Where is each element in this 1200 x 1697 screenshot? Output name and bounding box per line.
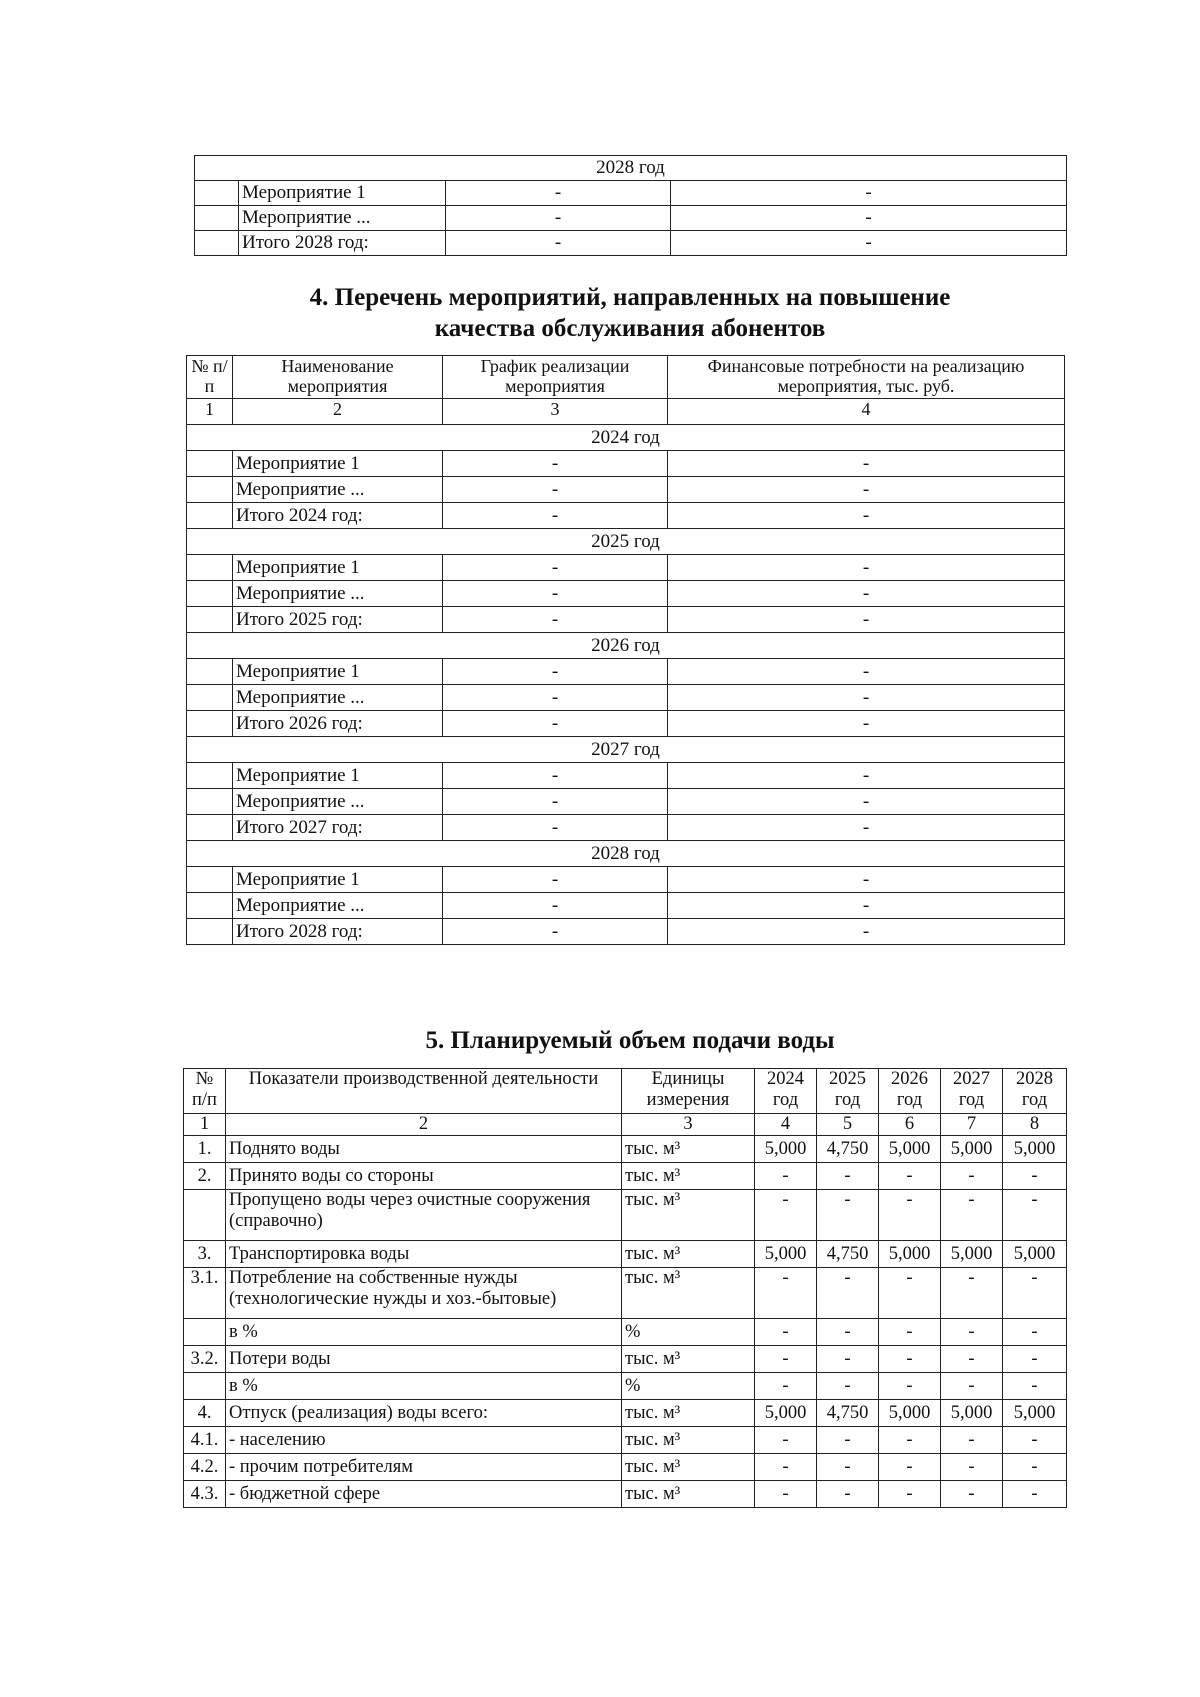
year-value: - (879, 1268, 941, 1319)
unit: тыс. м³ (622, 1427, 755, 1454)
year-value: 5,000 (879, 1241, 941, 1268)
year-value: 5,000 (941, 1400, 1003, 1427)
year-value: - (941, 1373, 1003, 1400)
unit: тыс. м³ (622, 1268, 755, 1319)
header-num: № п/п (184, 1069, 226, 1114)
table-row (184, 1400, 1067, 1427)
row-number: 4. (184, 1400, 226, 1427)
row-number: 4.1. (184, 1427, 226, 1454)
year-value: - (755, 1427, 817, 1454)
year-value: 5,000 (941, 1241, 1003, 1268)
header-name: Наименование мероприятия (233, 356, 443, 399)
indicator-name: Потери воды (226, 1346, 622, 1373)
header-year: 2027 год (941, 1069, 1003, 1114)
table-row: Итого 2028 год: - - (195, 231, 1067, 256)
year-row-label: 2024 год (187, 425, 1065, 451)
indicator-name: - прочим потребителям (226, 1454, 622, 1481)
row-number (184, 1190, 226, 1241)
unit: тыс. м³ (622, 1190, 755, 1241)
year-value: - (879, 1454, 941, 1481)
table-row: Мероприятие 1 - - (187, 867, 1065, 893)
year-value: - (941, 1268, 1003, 1319)
indicator-name: Отпуск (реализация) воды всего: (226, 1400, 622, 1427)
unit: тыс. м³ (622, 1241, 755, 1268)
header-unit: Единицы измерения (622, 1069, 755, 1114)
table-row: Итого 2027 год: - - (187, 815, 1065, 841)
header-finance: Финансовые потребности на реализацию мероприятия, тыс. руб. (668, 356, 1065, 399)
year-value: 5,000 (879, 1400, 941, 1427)
year-row-label: 2025 год (187, 529, 1065, 555)
year-value: - (941, 1427, 1003, 1454)
year-value: - (755, 1319, 817, 1346)
unit: тыс. м³ (622, 1400, 755, 1427)
table-row: Итого 2026 год: - - (187, 711, 1065, 737)
table-row: Мероприятие ... - - (195, 206, 1067, 231)
year-value: 5,000 (1003, 1241, 1067, 1268)
year-value: - (755, 1454, 817, 1481)
year-value: - (1003, 1346, 1067, 1373)
year-value: - (879, 1481, 941, 1508)
year-value: - (817, 1190, 879, 1241)
year-value: - (817, 1346, 879, 1373)
year-value: - (941, 1346, 1003, 1373)
year-value: - (941, 1163, 1003, 1190)
table-row: Мероприятие 1 - - (187, 451, 1065, 477)
year-value: - (755, 1373, 817, 1400)
header-num: № п/п (187, 356, 233, 399)
year-value: - (1003, 1454, 1067, 1481)
year-value: 5,000 (1003, 1136, 1067, 1163)
header-year: 2026 год (879, 1069, 941, 1114)
table-row (184, 1373, 1067, 1400)
year-value: 4,750 (817, 1400, 879, 1427)
header-indicator: Показатели производственной деятельности (226, 1069, 622, 1114)
year-row-label: 2026 год (187, 633, 1065, 659)
table-row: Мероприятие 1 - - (187, 555, 1065, 581)
year-value: - (941, 1190, 1003, 1241)
table-row (184, 1190, 1067, 1241)
year-value: - (879, 1190, 941, 1241)
indicator-name: в % (226, 1319, 622, 1346)
year-value: 5,000 (755, 1400, 817, 1427)
year-value: - (755, 1346, 817, 1373)
table-row: Мероприятие ... - - (187, 893, 1065, 919)
year-value: - (1003, 1481, 1067, 1508)
section-4-title: 4. Перечень мероприятий, направленных на повышение качества обслуживания абонентов (309, 284, 951, 342)
indicator-name: Транспортировка воды (226, 1241, 622, 1268)
row-number (184, 1319, 226, 1346)
year-value: 4,750 (817, 1136, 879, 1163)
year-value: - (817, 1319, 879, 1346)
year-row-label: 2028 год (187, 841, 1065, 867)
measures-table: № п/п Наименование мероприятия График реализации мероприятия Финансовые потребности на реализацию мероприятия, тыс. руб. 1 2 3 4 2024 год Мероприятие 1 - - Мероприятие ... - - Итого 2024 год: - - 2025 год Мероприятие 1 - - Мероприятие ... - - Итого 2025 год: - - 2026 год Мероприятие 1 - - Мероприятие ... - - Итого 2026 год: - - 2027 год Мероприятие 1 - - Мероприятие ... - - Итого 2027 год: - - 2028 год Мероприятие 1 - - Мероприятие ... - - Итого 2028 год: - - (186, 355, 1065, 945)
table-row: Мероприятие 1 - - (187, 763, 1065, 789)
year-value: 5,000 (879, 1136, 941, 1163)
unit: тыс. м³ (622, 1136, 755, 1163)
year-value: - (817, 1373, 879, 1400)
table-row (184, 1241, 1067, 1268)
unit: % (622, 1319, 755, 1346)
header-year: 2025 год (817, 1069, 879, 1114)
table-row: Итого 2024 год: - - (187, 503, 1065, 529)
year-value: 5,000 (755, 1136, 817, 1163)
indicator-name: - бюджетной сфере (226, 1481, 622, 1508)
header-year: 2028 год (1003, 1069, 1067, 1114)
row-number: 3.2. (184, 1346, 226, 1373)
year-row-label: 2028 год (195, 156, 1067, 181)
year-value: - (879, 1427, 941, 1454)
year-value: - (1003, 1268, 1067, 1319)
year-value: - (1003, 1163, 1067, 1190)
table-row: Итого 2028 год: - - (187, 919, 1065, 945)
water-supply-table: № п/п Показатели производственной деятельности Единицы измерения 2024 год 2025 год 2026 год 2027 год 2028 год 1 2 3 4 5 6 7 8 1. Поднято воды тыс. м³ 5,000 4,750 5,000 5,000 5,000 2. Принято воды со стороны тыс. м³ - - - - - Пропущено воды через очистные сооружения (справочно) тыс. м³ - - - - - 3. Транспортировка воды тыс. м³ 5,000 4,750 5,000 5,000 5,000 3.1. Потребление на собственные нужды (технологические нужды и хоз.-бытовые) тыс. м³ - - - - - в % % - - - - - 3.2. Потери воды тыс. м³ - - - - - в % % - - - - - 4. Отпуск (реализация) воды всего: тыс. м³ 5,000 4,750 5,000 5,000 5,000 4.1. - населению тыс. м³ - - - - - 4.2. - прочим потребителям тыс. м³ - - - - - 4.3. - бюджетной сфере тыс. м³ - - - - - (183, 1068, 1067, 1508)
table-row: Мероприятие 1 - - (187, 659, 1065, 685)
table-row (184, 1268, 1067, 1319)
year-value: - (817, 1163, 879, 1190)
indicator-name: в % (226, 1373, 622, 1400)
year-value: - (817, 1454, 879, 1481)
section-5-title: 5. Планируемый объем подачи воды (425, 1027, 835, 1054)
indicator-name: - населению (226, 1427, 622, 1454)
year-value: 5,000 (1003, 1400, 1067, 1427)
indicator-name: Поднято воды (226, 1136, 622, 1163)
row-number: 1. (184, 1136, 226, 1163)
table-2028-continuation (194, 155, 1067, 256)
year-value: - (879, 1163, 941, 1190)
table-row (184, 1454, 1067, 1481)
unit: тыс. м³ (622, 1454, 755, 1481)
year-value: - (879, 1346, 941, 1373)
indicator-name: Пропущено воды через очистные сооружения (справочно) (226, 1190, 622, 1241)
row-number: 3.1. (184, 1268, 226, 1319)
year-value: - (1003, 1427, 1067, 1454)
year-value: - (755, 1268, 817, 1319)
year-value: - (879, 1373, 941, 1400)
year-value: - (879, 1319, 941, 1346)
year-value: - (941, 1481, 1003, 1508)
row-number: 3. (184, 1241, 226, 1268)
year-value: - (817, 1481, 879, 1508)
year-value: - (755, 1190, 817, 1241)
header-year: 2024 год (755, 1069, 817, 1114)
table-row (184, 1136, 1067, 1163)
table-row (184, 1481, 1067, 1508)
table-row (184, 1427, 1067, 1454)
row-number: 4.2. (184, 1454, 226, 1481)
year-row-label: 2027 год (187, 737, 1065, 763)
year-value: - (817, 1268, 879, 1319)
table-row: Мероприятие ... - - (187, 789, 1065, 815)
row-number: 2. (184, 1163, 226, 1190)
unit: тыс. м³ (622, 1163, 755, 1190)
table-row: Мероприятие ... - - (187, 477, 1065, 503)
indicator-name: Потребление на собственные нужды (технологические нужды и хоз.-бытовые) (226, 1268, 622, 1319)
row-number (184, 1373, 226, 1400)
table-row (184, 1346, 1067, 1373)
unit: % (622, 1373, 755, 1400)
year-value: - (755, 1163, 817, 1190)
year-value: - (1003, 1190, 1067, 1241)
year-value: 5,000 (941, 1136, 1003, 1163)
indicator-name: Принято воды со стороны (226, 1163, 622, 1190)
row-number: 4.3. (184, 1481, 226, 1508)
year-value: - (941, 1319, 1003, 1346)
unit: тыс. м³ (622, 1481, 755, 1508)
year-value: 4,750 (817, 1241, 879, 1268)
year-value: - (1003, 1373, 1067, 1400)
table-row: Мероприятие ... - - (187, 685, 1065, 711)
year-value: 5,000 (755, 1241, 817, 1268)
year-value: - (755, 1481, 817, 1508)
unit: тыс. м³ (622, 1346, 755, 1373)
table-row (184, 1163, 1067, 1190)
header-schedule: График реализации мероприятия (443, 356, 668, 399)
table-row (184, 1319, 1067, 1346)
table-row: Мероприятие 1 - - (195, 181, 1067, 206)
year-value: - (1003, 1319, 1067, 1346)
year-value: - (941, 1454, 1003, 1481)
year-value: - (817, 1427, 879, 1454)
table-row: Итого 2025 год: - - (187, 607, 1065, 633)
table-row: Мероприятие ... - - (187, 581, 1065, 607)
